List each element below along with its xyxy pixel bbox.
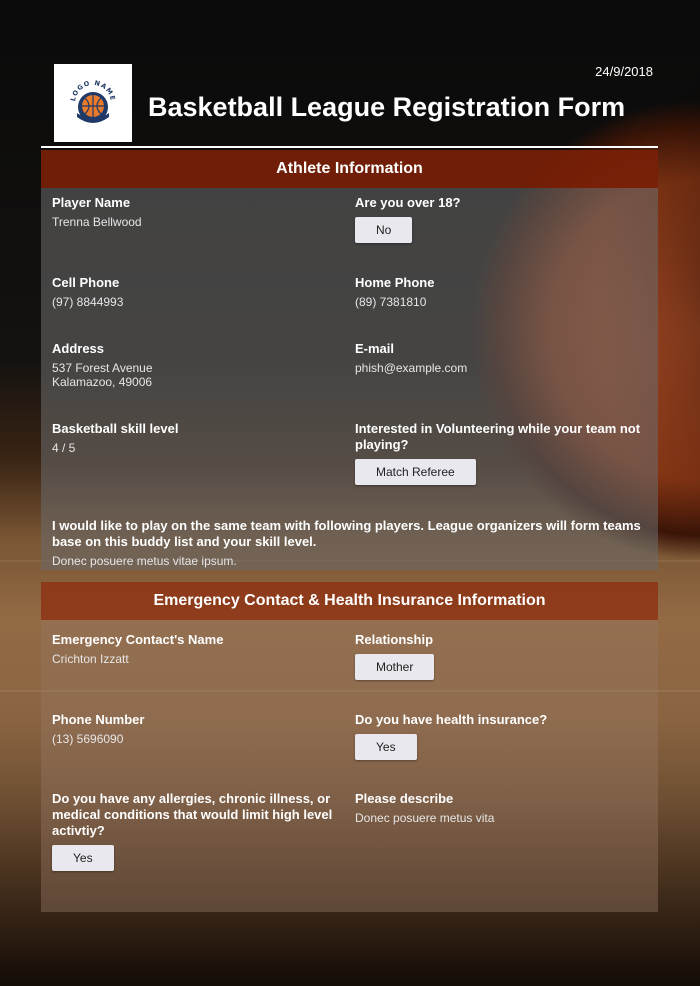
- field-label: Relationship: [355, 632, 434, 647]
- allergies-choice[interactable]: Yes: [52, 845, 114, 871]
- field-value: Donec posuere metus vita: [355, 811, 495, 825]
- field-value: Crichton Izzatt: [52, 652, 129, 666]
- logo: [54, 64, 132, 142]
- field-label: Phone Number: [52, 712, 145, 727]
- field-label: Do you have any allergies, chronic illness, or medical conditions that would limit high level activtiy?: [52, 791, 333, 838]
- field-label: E-mail: [355, 341, 395, 356]
- email-field: [355, 341, 655, 375]
- address-line-2: Kalamazoo, 49006: [52, 375, 153, 389]
- field-label: Address: [52, 341, 105, 356]
- section-header: Athlete Information: [41, 150, 658, 188]
- field-label: Interested in Volunteering while your team not playing?: [355, 421, 641, 452]
- cell-phone-field: [52, 275, 123, 309]
- buddy-list-field: [52, 518, 642, 568]
- logo-text: LOGO NAME: [69, 78, 117, 102]
- volunteer-field: [355, 421, 655, 485]
- relationship-field: [355, 632, 655, 680]
- field-value: (13) 5696090: [52, 732, 124, 746]
- allergies-field: [52, 791, 342, 871]
- address-line-1: 537 Forest Avenue: [52, 361, 153, 375]
- section-header: Emergency Contact & Health Insurance Information: [41, 582, 658, 620]
- field-value: Donec posuere metus vitae ipsum.: [52, 554, 237, 568]
- skill-level-field: [52, 421, 178, 455]
- field-label: I would like to play on the same team with following players. League organizers will form teams base on this buddy list and your skill level.: [52, 518, 641, 549]
- relationship-choice[interactable]: Mother: [355, 654, 434, 680]
- health-insurance-field: [355, 712, 655, 760]
- field-value: (97) 8844993: [52, 295, 124, 309]
- field-value: Trenna Bellwood: [52, 215, 142, 229]
- title-divider: [41, 146, 658, 148]
- home-phone-field: [355, 275, 655, 309]
- field-value: (89) 7381810: [355, 295, 427, 309]
- health-insurance-choice[interactable]: Yes: [355, 734, 417, 760]
- over-18-field: [355, 195, 655, 243]
- describe-field: [355, 791, 655, 825]
- field-label: Emergency Contact's Name: [52, 632, 224, 647]
- field-value: 4 / 5: [52, 441, 76, 455]
- emergency-contact-name-field: [52, 632, 223, 666]
- volunteer-choice[interactable]: Match Referee: [355, 459, 476, 485]
- field-label: Are you over 18?: [355, 195, 461, 210]
- over-18-choice[interactable]: No: [355, 217, 412, 243]
- phone-number-field: [52, 712, 144, 746]
- field-label: Cell Phone: [52, 275, 120, 290]
- emergency-contact-section: [41, 582, 658, 912]
- player-name-field: [52, 195, 142, 229]
- section-body: [41, 188, 658, 570]
- field-label: Do you have health insurance?: [355, 712, 548, 727]
- field-value: [52, 361, 153, 389]
- field-label: Please describe: [355, 791, 454, 806]
- field-label: Home Phone: [355, 275, 435, 290]
- address-field: [52, 341, 153, 389]
- section-body: [41, 620, 658, 912]
- page-title: Basketball League Registration Form: [148, 92, 626, 122]
- field-label: Player Name: [52, 195, 131, 210]
- athlete-information-section: [41, 150, 658, 570]
- basketball-logo-icon: [63, 73, 123, 133]
- form-date: 24/9/2018: [595, 64, 653, 79]
- field-value: phish@example.com: [355, 361, 468, 375]
- field-label: Basketball skill level: [52, 421, 179, 436]
